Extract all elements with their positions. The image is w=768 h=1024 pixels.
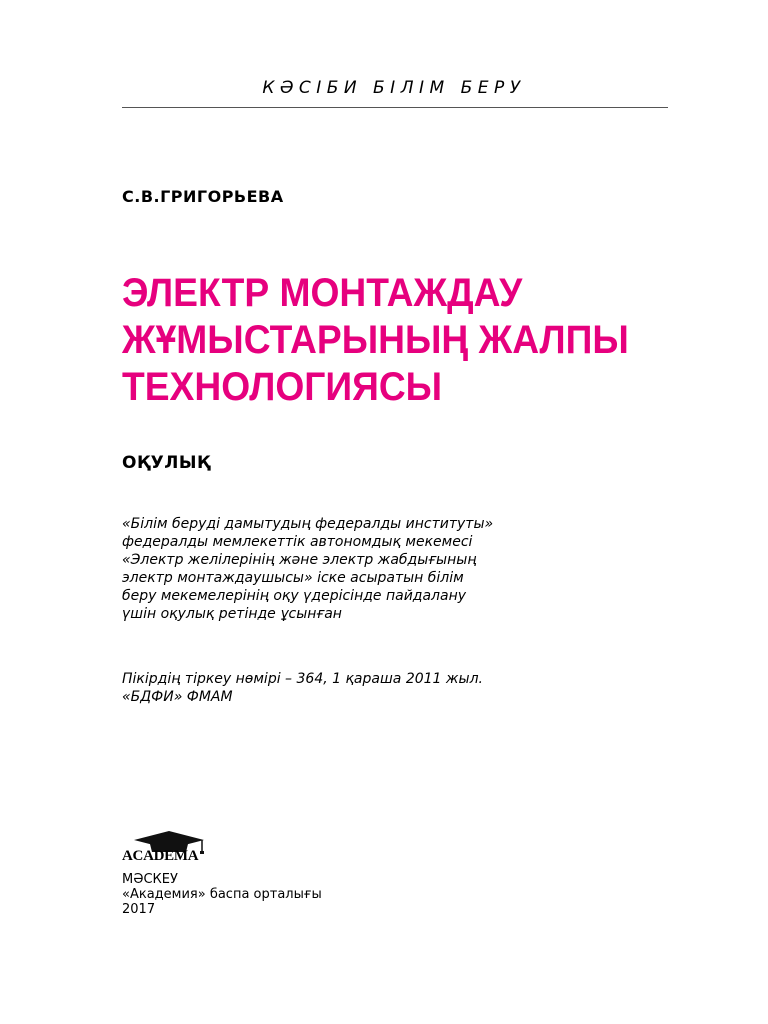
approval-line: федералды мемлекеттік автономдық мекемесі [122, 534, 473, 550]
book-title [122, 270, 699, 411]
registration-line: «БДФИ» ФМАМ [122, 689, 233, 705]
imprint-publisher: «Академия» баспа орталығы [122, 887, 322, 902]
imprint [122, 872, 322, 917]
publisher-logo-text: ACADEMA [122, 848, 199, 864]
approval-line: беру мекемелерінің оқу үдерісінде пайдалану [122, 588, 467, 604]
approval-line: электр монтаждаушысы» іске асыратын білім [122, 570, 464, 586]
series-title: КӘСІБИ БІЛІМ БЕРУ [262, 78, 526, 98]
approval-line: «Электр желілерінің және электр жабдығының [122, 552, 477, 568]
publisher-logo [122, 828, 212, 868]
header-divider [122, 107, 668, 108]
author-name: С.В.ГРИГОРЬЕВА [122, 187, 284, 206]
approval-statement [122, 515, 493, 623]
book-title-line: ТЕХНОЛОГИЯСЫ [122, 365, 443, 409]
approval-line: «Білім беруді дамытудың федералды институты» [122, 516, 494, 532]
imprint-year: 2017 [122, 902, 156, 917]
registration-line: Пікірдің тіркеу нөмірі – 364, 1 қараша 2011 жыл. [122, 671, 483, 687]
book-type: ОҚУЛЫҚ [122, 453, 211, 473]
book-title-line: ЭЛЕКТР МОНТАЖДАУ [122, 271, 523, 315]
registration-note [122, 670, 483, 706]
imprint-city: МӘСКЕУ [122, 872, 178, 887]
approval-line: үшін оқулық ретінде ұсынған [122, 606, 342, 622]
book-title-line: ЖҰМЫСТАРЫНЫҢ ЖАЛПЫ [122, 318, 629, 362]
